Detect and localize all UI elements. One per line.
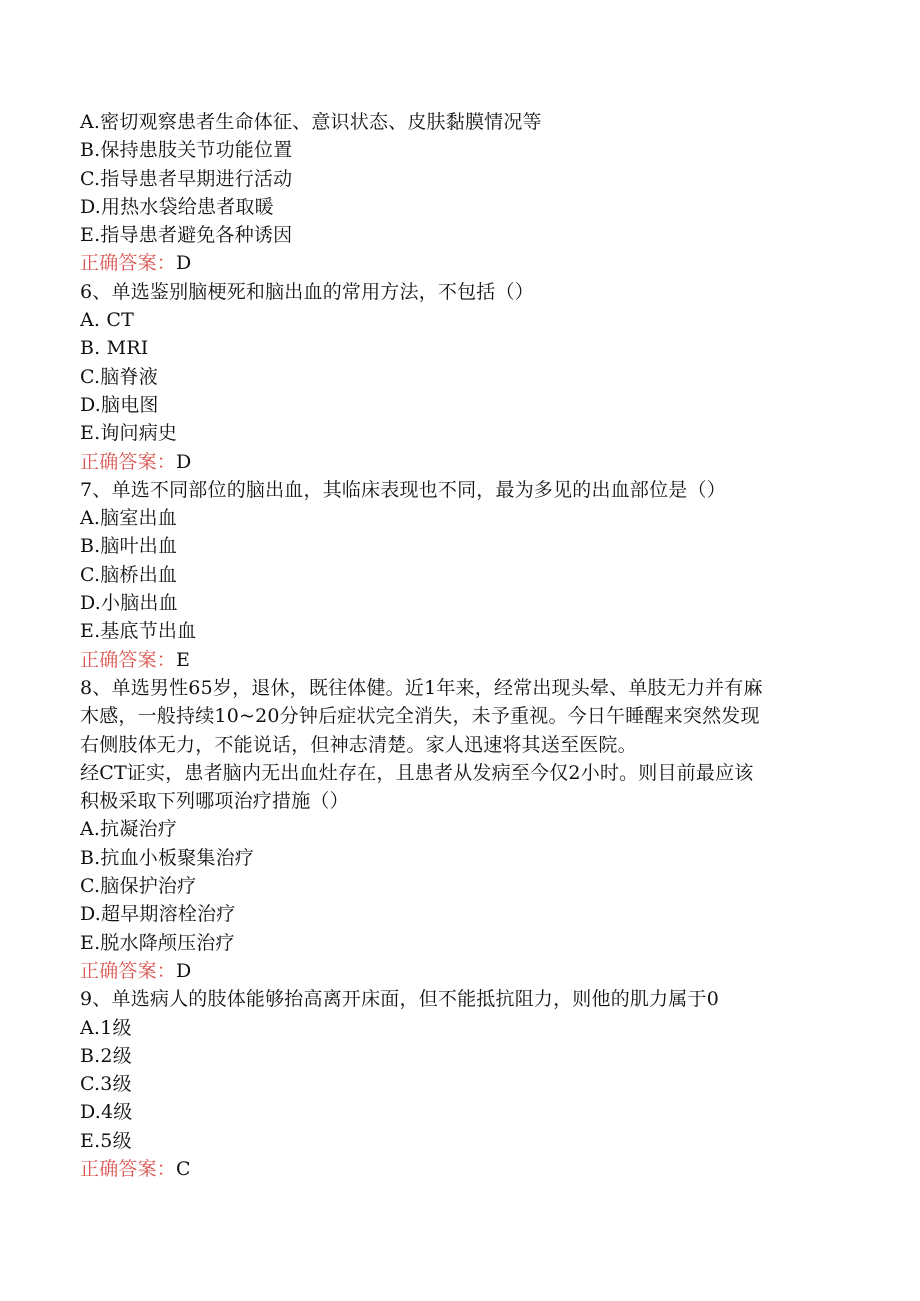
correct-answer (80, 1155, 840, 1183)
question-7 (80, 476, 840, 674)
option-e: E.基底节出血 (80, 620, 197, 643)
question-stem: 9、单选病人的肢体能够抬高离开床面，但不能抵抗阻力，则他的肌力属于0 (80, 988, 719, 1011)
document-page (80, 108, 840, 1183)
question-9 (80, 985, 840, 1183)
correct-answer (80, 448, 840, 476)
option-b: B. MRI (80, 337, 149, 360)
option-e: E.脱水降颅压治疗 (80, 931, 235, 954)
question-8 (80, 674, 840, 985)
option-e: E.询问病史 (80, 422, 178, 445)
option-a: A.脑室出血 (80, 507, 177, 530)
correct-answer (80, 957, 840, 985)
option-d: D.脑电图 (80, 393, 159, 416)
option-d: D.4级 (80, 1101, 133, 1124)
option-a: A. CT (80, 309, 135, 332)
option-b: B.2级 (80, 1044, 132, 1067)
option-b: B.脑叶出血 (80, 535, 178, 558)
answer-value: C (176, 1157, 191, 1180)
question-stem-line-5: 积极采取下列哪项治疗措施（） (80, 790, 349, 813)
option-a: A.抗凝治疗 (80, 818, 177, 841)
correct-answer (80, 249, 840, 277)
question-stem: 6、单选鉴别脑梗死和脑出血的常用方法，不包括（） (80, 280, 534, 303)
answer-label: 正确答案： (80, 648, 177, 671)
answer-label: 正确答案： (80, 450, 177, 473)
answer-value: D (176, 959, 192, 982)
option-c: C.脑脊液 (80, 365, 158, 388)
option-e: E.指导患者避免各种诱因 (80, 224, 293, 247)
answer-value: D (176, 450, 192, 473)
question-stem-line-4: 经CT证实，患者脑内无出血灶存在，且患者从发病至今仅2小时。则目前最应该 (80, 761, 754, 784)
question-stem-line-3: 右侧肢体无力，不能说话，但神志清楚。家人迅速将其送至医院。 (80, 733, 637, 756)
option-c: C.指导患者早期进行活动 (80, 167, 293, 190)
option-e: E.5级 (80, 1129, 132, 1152)
answer-label: 正确答案： (80, 1157, 177, 1180)
question-5-continued (80, 108, 840, 278)
option-c: C.脑保护治疗 (80, 875, 197, 898)
option-a: A.1级 (80, 1016, 132, 1039)
option-c: C.3级 (80, 1073, 132, 1096)
question-stem-line-1: 8、单选男性65岁，退休，既往体健。近1年来，经常出现头晕、单肢无力并有麻 (80, 676, 763, 699)
option-d: D.用热水袋给患者取暖 (80, 195, 274, 218)
question-stem-line-2: 木感，一般持续10~20分钟后症状完全消失，未予重视。今日午睡醒来突然发现 (80, 705, 760, 728)
option-b: B.保持患肢关节功能位置 (80, 139, 293, 162)
answer-label: 正确答案： (80, 252, 177, 275)
correct-answer (80, 646, 840, 674)
question-stem: 7、单选不同部位的脑出血，其临床表现也不同，最为多见的出血部位是（） (80, 478, 726, 501)
question-6 (80, 278, 840, 476)
option-c: C.脑桥出血 (80, 563, 178, 586)
answer-label: 正确答案： (80, 959, 177, 982)
answer-value: D (176, 252, 192, 275)
option-b: B.抗血小板聚集治疗 (80, 846, 255, 869)
option-a: A.密切观察患者生命体征、意识状态、皮肤黏膜情况等 (80, 111, 542, 133)
option-d: D.超早期溶栓治疗 (80, 903, 236, 926)
option-d: D.小脑出血 (80, 592, 178, 615)
answer-value: E (176, 648, 191, 671)
